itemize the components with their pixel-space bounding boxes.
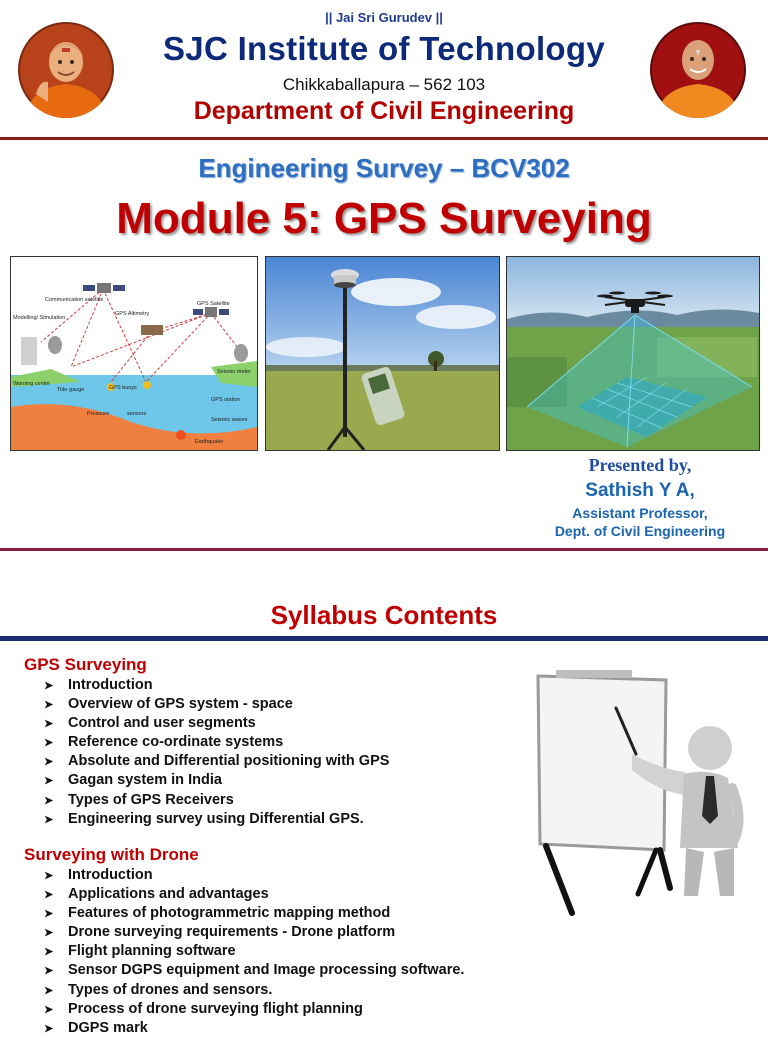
- list-item: ➤ Overview of GPS system - space: [44, 695, 524, 714]
- bullet-arrow-icon: ➤: [44, 699, 54, 712]
- section-title-gps: GPS Surveying: [24, 655, 147, 674]
- gps-topic-list: [44, 676, 524, 829]
- module-title: Module 5: GPS Surveying: [116, 194, 652, 243]
- label-seismometer: Seismo meter: [217, 369, 251, 375]
- bullet-arrow-icon: ➤: [44, 680, 54, 692]
- bullet-arrow-icon: ➤: [44, 775, 54, 788]
- label-seismic-waves: Seismic waves: [211, 417, 248, 423]
- presenter-name: Sathish Y A,: [585, 480, 695, 501]
- bullet-arrow-icon: ➤: [44, 908, 54, 921]
- presenter-designation: [530, 504, 750, 540]
- bullet-arrow-icon: ➤: [44, 794, 54, 807]
- institute-name: SJC Institute of Technology: [163, 30, 605, 67]
- presented-by-label: Presented by,: [588, 455, 692, 475]
- list-item: ➤ Absolute and Differential positioning with GPS: [44, 752, 524, 771]
- left-portrait: [18, 22, 114, 118]
- drone-survey-photo: [506, 256, 760, 451]
- bullet-arrow-icon: ➤: [44, 1003, 54, 1016]
- label-modelling: Modelling/ Simulation: [13, 315, 66, 321]
- header-divider: [0, 137, 768, 140]
- gps-receiver-photo: [265, 256, 500, 451]
- course-title: Engineering Survey – BCV302: [198, 153, 570, 183]
- bullet-arrow-icon: ➤: [44, 718, 54, 731]
- list-item: ➤ Types of drones and sensors.: [44, 981, 524, 1000]
- list-item: ➤ Types of GPS Receivers: [44, 791, 524, 810]
- drone-topic-list: [44, 866, 524, 1038]
- list-item: ➤ Control and user segments: [44, 714, 524, 733]
- gps-applications-diagram: [10, 256, 258, 451]
- list-item: ➤ Reference co-ordinate systems: [44, 733, 524, 752]
- list-item: ➤ Process of drone surveying flight planning: [44, 1000, 524, 1019]
- label-gps-buoys: GPS buoys: [109, 385, 137, 391]
- bullet-arrow-icon: ➤: [44, 984, 54, 997]
- right-portrait: [650, 22, 746, 118]
- invocation-text: || Jai Sri Gurudev ||: [325, 10, 443, 25]
- label-tide-gauge: Tide gauge: [57, 387, 85, 393]
- label-gps-station: GPS station: [211, 397, 241, 403]
- list-item: ➤ Introduction: [44, 866, 524, 885]
- bullet-arrow-icon: ➤: [44, 813, 54, 826]
- slide-divider: [0, 548, 768, 551]
- list-item: ➤ Gagan system in India: [44, 771, 524, 790]
- label-warning-center: Warning center: [13, 381, 51, 387]
- list-item: ➤ Applications and advantages: [44, 885, 524, 904]
- label-earthquake: Earthquake: [195, 439, 224, 445]
- department-name: Department of Civil Engineering: [193, 97, 575, 125]
- bullet-arrow-icon: ➤: [44, 756, 54, 769]
- label-gps-altimetry: GPS Altimetry: [115, 311, 150, 317]
- bullet-arrow-icon: ➤: [44, 946, 54, 959]
- list-item: ➤ Engineering survey using Differential GPS.: [44, 810, 524, 829]
- syllabus-heading: Syllabus Contents: [270, 600, 498, 630]
- bullet-arrow-icon: ➤: [44, 870, 54, 882]
- bullet-arrow-icon: ➤: [44, 1022, 54, 1035]
- presenter-whiteboard-illustration: [528, 668, 748, 918]
- list-item: ➤ Drone surveying requirements - Drone platform: [44, 923, 524, 942]
- list-item: ➤ Flight planning software: [44, 942, 524, 961]
- label-pressure: Pressure: [87, 411, 110, 417]
- bullet-arrow-icon: ➤: [44, 889, 54, 902]
- bullet-arrow-icon: ➤: [44, 737, 54, 750]
- label-comm-satellite: Communication satellite: [45, 297, 104, 303]
- bullet-arrow-icon: ➤: [44, 927, 54, 940]
- list-item: ➤ Introduction: [44, 676, 524, 695]
- presenter-department: Dept. of Civil Engineering: [554, 523, 726, 539]
- presenter-role: Assistant Professor,: [572, 505, 708, 521]
- institute-address: Chikkaballapura – 562 103: [282, 75, 486, 94]
- syllabus-divider: [0, 636, 768, 641]
- section-title-drone: Surveying with Drone: [24, 845, 199, 864]
- list-item: ➤ Sensor DGPS equipment and Image processing software.: [44, 961, 524, 980]
- list-item: ➤ Features of photogrammetric mapping method: [44, 904, 524, 923]
- list-item: ➤ DGPS mark: [44, 1019, 524, 1038]
- label-sensors: sensors: [127, 411, 147, 417]
- bullet-arrow-icon: ➤: [44, 965, 54, 978]
- label-gps-satellite: GPS Satellite: [197, 301, 230, 307]
